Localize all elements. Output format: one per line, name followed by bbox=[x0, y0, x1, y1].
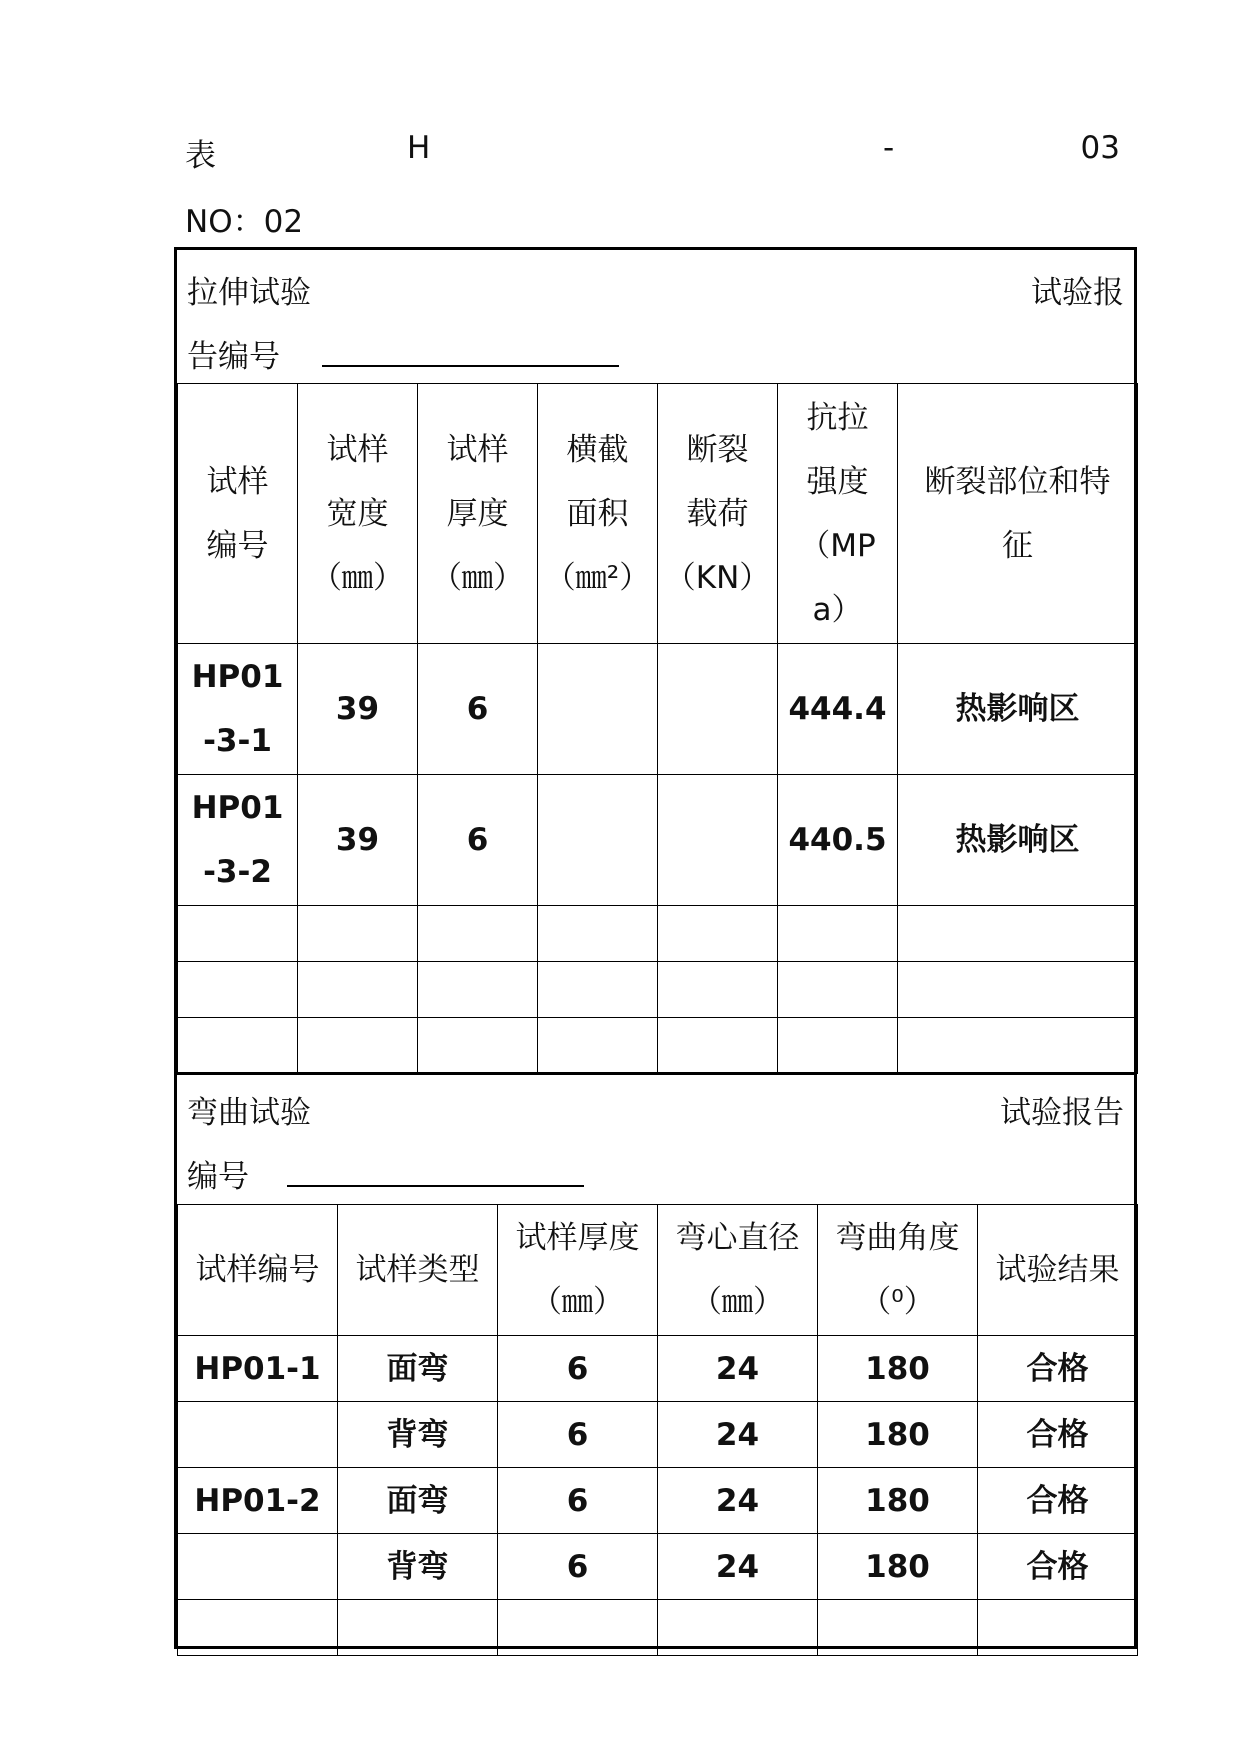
table-row bbox=[178, 1468, 1138, 1534]
tensile-report-label-cont: 告编号 bbox=[187, 339, 280, 375]
col-bend-result: 试验结果 bbox=[978, 1205, 1138, 1336]
col-bend-sample-id: 试样编号 bbox=[178, 1205, 338, 1336]
title-number: 03 bbox=[1080, 130, 1120, 166]
bend-thickness-cell: 6 bbox=[498, 1402, 658, 1468]
bend-id-cell bbox=[178, 1534, 338, 1600]
tensile-report-label: 试验报 bbox=[1031, 275, 1124, 311]
table-row bbox=[178, 775, 1138, 906]
bend-thickness-cell: 6 bbox=[498, 1468, 658, 1534]
bend-angle-cell: 180 bbox=[818, 1534, 978, 1600]
col-bend-sample-type: 试样类型 bbox=[338, 1205, 498, 1336]
bend-type-cell: 面弯 bbox=[338, 1468, 498, 1534]
thickness-cell: 6 bbox=[418, 775, 538, 906]
bend-header-row bbox=[178, 1205, 1138, 1336]
strength-cell: 444.4 bbox=[778, 644, 898, 775]
col-strength: 抗拉 强度 （MP a） bbox=[778, 384, 898, 644]
bend-report-label: 试验报告 bbox=[1000, 1095, 1124, 1131]
empty-row bbox=[178, 962, 1138, 1018]
bend-id-cell bbox=[178, 1402, 338, 1468]
report-frame bbox=[174, 247, 1137, 1649]
bend-result-cell: 合格 bbox=[978, 1402, 1138, 1468]
empty-row bbox=[178, 906, 1138, 962]
col-fracture-location: 断裂部位和特 征 bbox=[898, 384, 1138, 644]
table-row bbox=[178, 1534, 1138, 1600]
bend-table bbox=[177, 1204, 1138, 1656]
sample-id-cell: HP01 -3-1 bbox=[178, 644, 298, 775]
bend-id-cell: HP01-2 bbox=[178, 1468, 338, 1534]
width-cell: 39 bbox=[298, 644, 418, 775]
tensile-report-number-line bbox=[322, 365, 619, 367]
bend-id-cell: HP01-1 bbox=[178, 1336, 338, 1402]
bend-result-cell: 合格 bbox=[978, 1468, 1138, 1534]
bend-title: 弯曲试验 bbox=[187, 1095, 311, 1131]
bend-type-cell: 背弯 bbox=[338, 1402, 498, 1468]
title-char-h: H bbox=[407, 130, 431, 166]
bend-diameter-cell: 24 bbox=[658, 1402, 818, 1468]
area-cell bbox=[538, 644, 658, 775]
col-bend-thickness: 试样厚度 （㎜） bbox=[498, 1205, 658, 1336]
strength-cell: 440.5 bbox=[778, 775, 898, 906]
form-no: NO：02 bbox=[185, 204, 304, 240]
tensile-header-row bbox=[178, 384, 1138, 644]
bend-thickness-cell: 6 bbox=[498, 1336, 658, 1402]
col-bend-angle: 弯曲角度 （⁰） bbox=[818, 1205, 978, 1336]
bend-thickness-cell: 6 bbox=[498, 1534, 658, 1600]
bend-result-cell: 合格 bbox=[978, 1534, 1138, 1600]
bend-angle-cell: 180 bbox=[818, 1402, 978, 1468]
title-dash: - bbox=[883, 130, 895, 166]
bend-section-header bbox=[177, 1074, 1134, 1204]
col-bend-diameter: 弯心直径 （㎜） bbox=[658, 1205, 818, 1336]
thickness-cell: 6 bbox=[418, 644, 538, 775]
area-cell bbox=[538, 775, 658, 906]
bend-angle-cell: 180 bbox=[818, 1336, 978, 1402]
bend-report-label-cont: 编号 bbox=[187, 1159, 249, 1195]
bend-type-cell: 面弯 bbox=[338, 1336, 498, 1402]
bend-result-cell: 合格 bbox=[978, 1336, 1138, 1402]
location-cell: 热影响区 bbox=[898, 644, 1138, 775]
table-row bbox=[178, 644, 1138, 775]
load-cell bbox=[658, 775, 778, 906]
bend-type-cell: 背弯 bbox=[338, 1534, 498, 1600]
col-width: 试样 宽度 （㎜） bbox=[298, 384, 418, 644]
tensile-table bbox=[177, 383, 1138, 1074]
bend-diameter-cell: 24 bbox=[658, 1534, 818, 1600]
col-area: 横截 面积 （㎜²） bbox=[538, 384, 658, 644]
col-load: 断裂 载荷 （KN） bbox=[658, 384, 778, 644]
tensile-section-header bbox=[177, 250, 1134, 383]
table-row bbox=[178, 1336, 1138, 1402]
width-cell: 39 bbox=[298, 775, 418, 906]
load-cell bbox=[658, 644, 778, 775]
empty-row bbox=[178, 1600, 1138, 1656]
sample-id-cell: HP01 -3-2 bbox=[178, 775, 298, 906]
location-cell: 热影响区 bbox=[898, 775, 1138, 906]
empty-row bbox=[178, 1018, 1138, 1074]
title-char-biao: 表 bbox=[185, 138, 216, 174]
bend-report-number-line bbox=[287, 1185, 584, 1187]
col-sample-id: 试样 编号 bbox=[178, 384, 298, 644]
bend-angle-cell: 180 bbox=[818, 1468, 978, 1534]
tensile-title: 拉伸试验 bbox=[187, 275, 311, 311]
col-thickness: 试样 厚度 （㎜） bbox=[418, 384, 538, 644]
form-title bbox=[185, 130, 1120, 174]
bend-diameter-cell: 24 bbox=[658, 1468, 818, 1534]
table-row bbox=[178, 1402, 1138, 1468]
bend-diameter-cell: 24 bbox=[658, 1336, 818, 1402]
